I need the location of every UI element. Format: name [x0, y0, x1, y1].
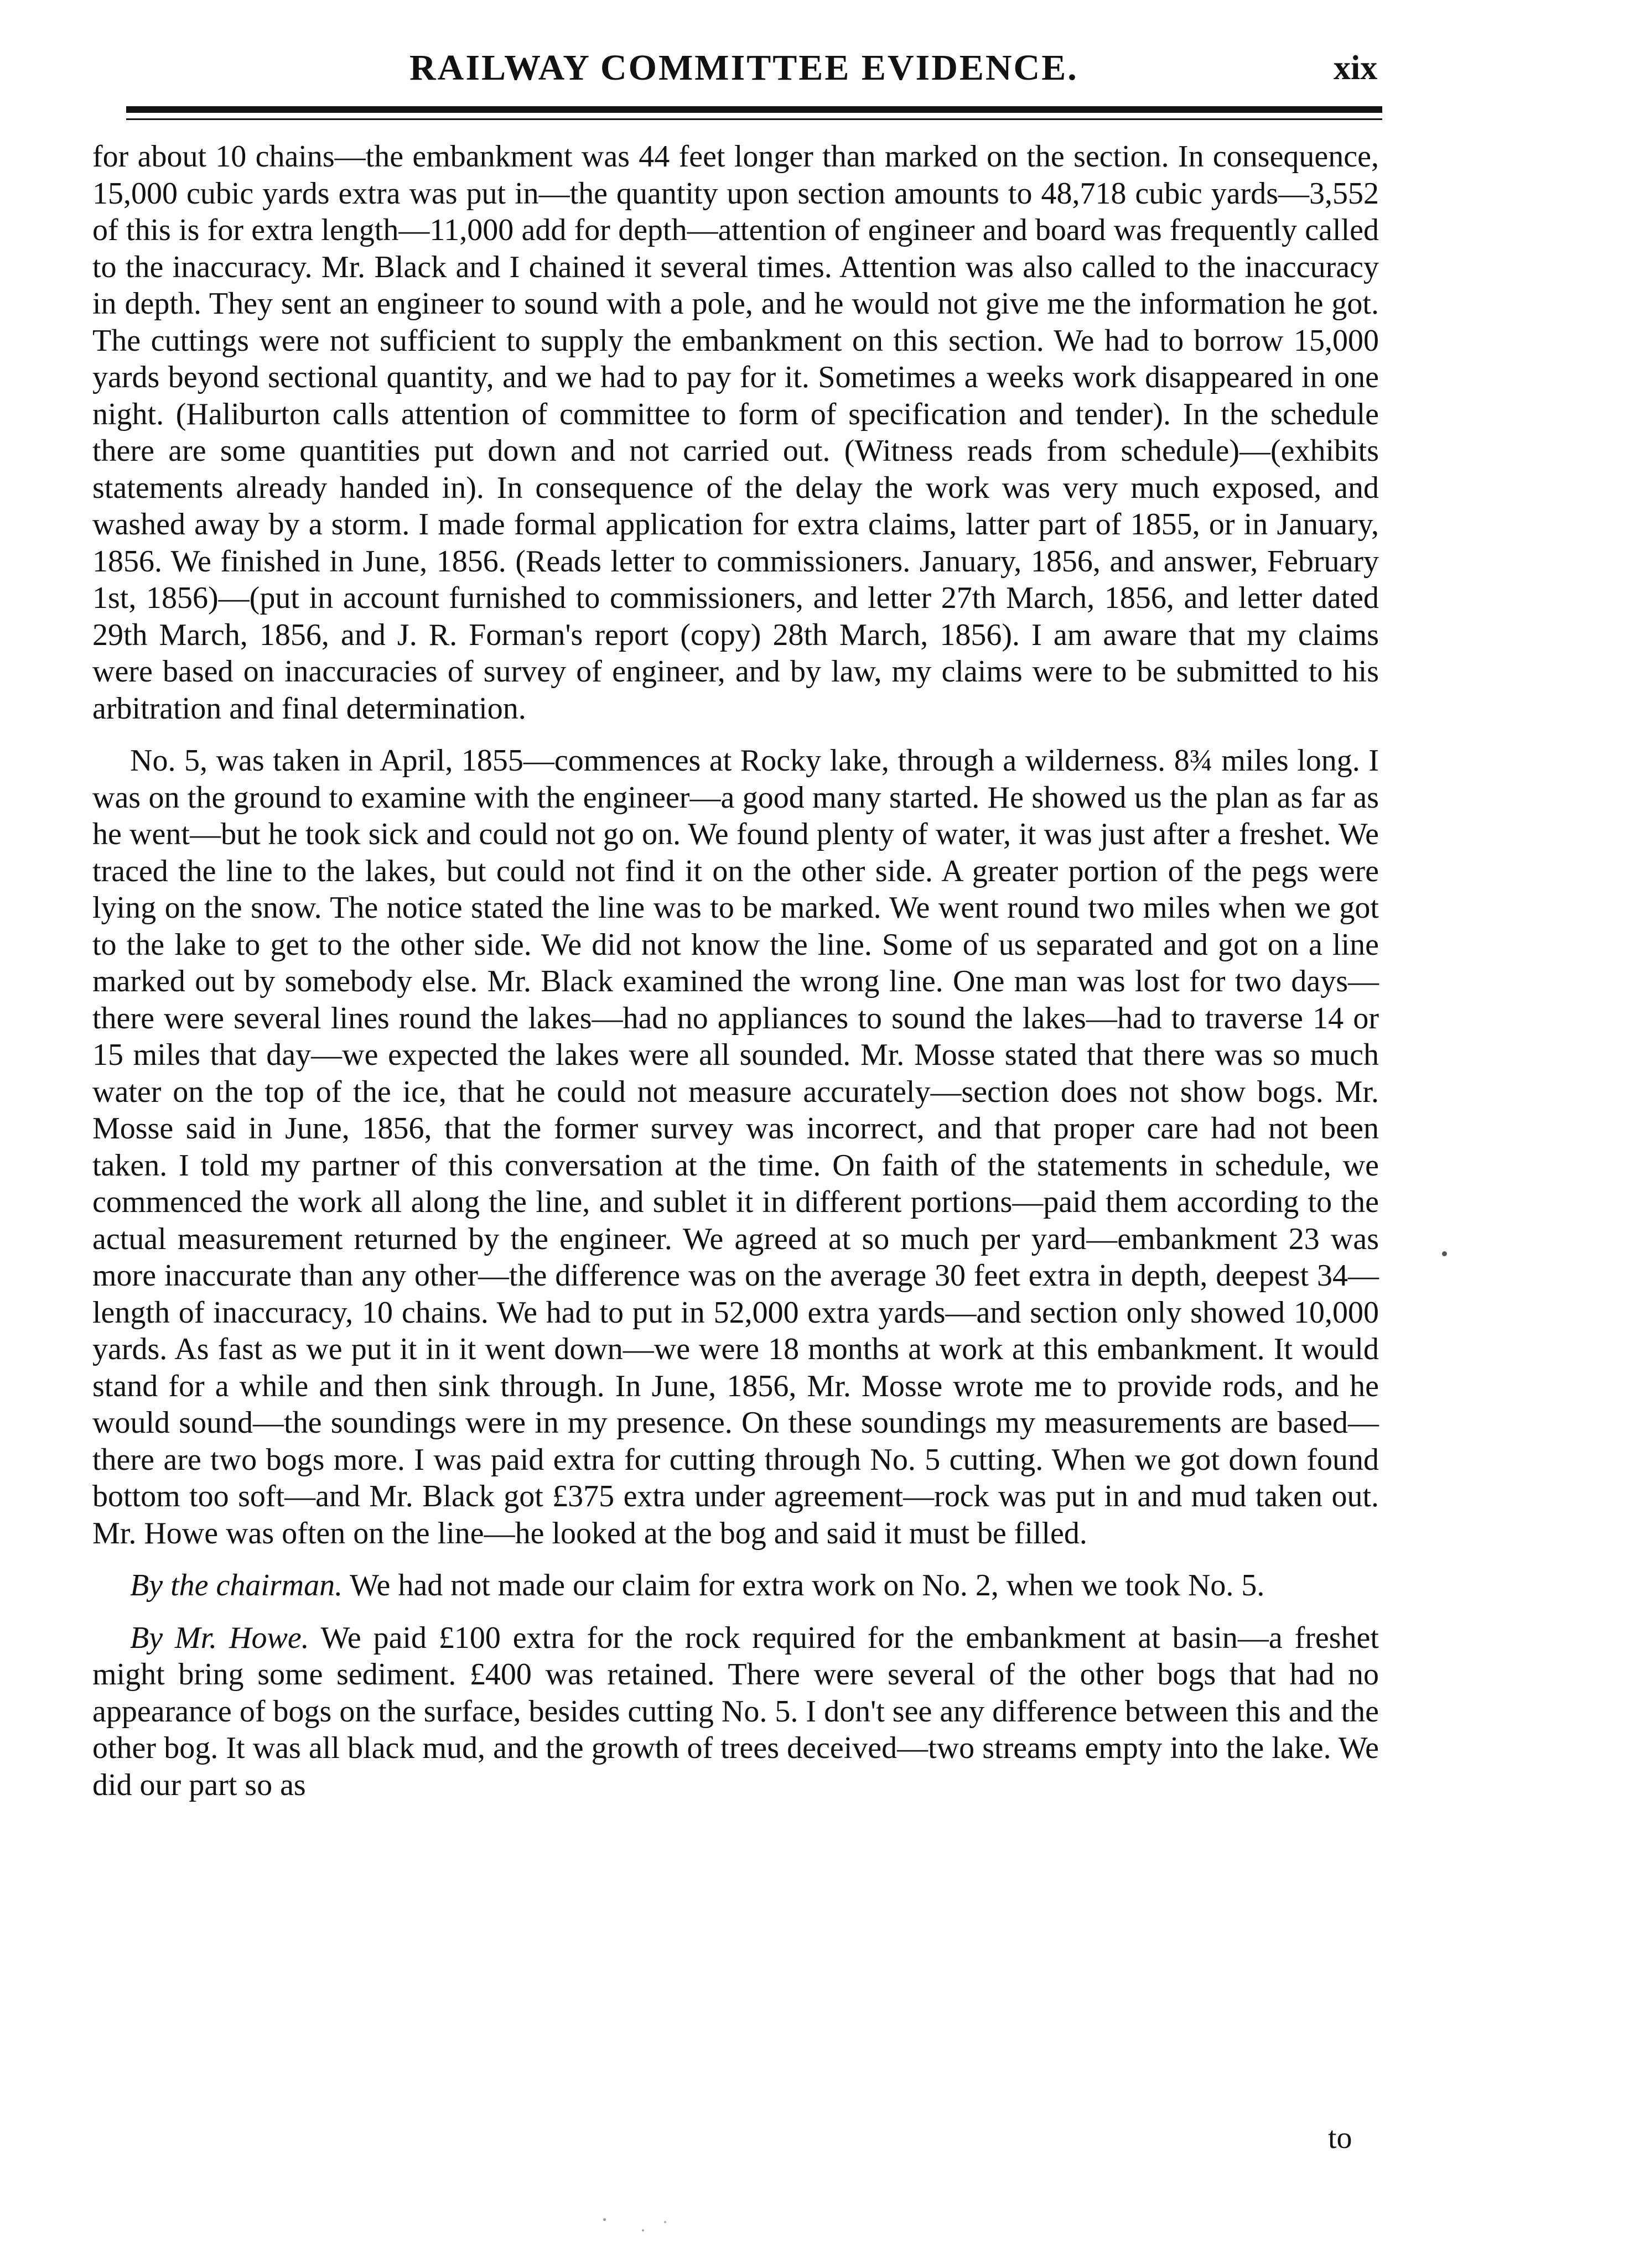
paragraph-chairman — [92, 1567, 1379, 1604]
running-title: RAILWAY COMMITTEE EVIDENCE. — [409, 48, 1078, 88]
speaker-label: By Mr. Howe. — [130, 1620, 309, 1655]
speaker-label: By the chairman. — [130, 1568, 343, 1603]
page-number: xix — [1334, 49, 1378, 87]
paragraph-mr-howe — [92, 1620, 1379, 1804]
ink-speck — [1442, 1251, 1447, 1256]
header-rule-thin — [126, 118, 1382, 120]
header-rule-thick — [126, 106, 1382, 113]
ink-speck — [603, 2218, 606, 2221]
paragraph-text: No. 5, was taken in April, 1855—commences at Rocky lake, through a wilderness. 8¾ miles long. I was on the ground to examine with the engineer—a good many started. He showed us the plan as far as he went—but he took sick and could not go on. We found plenty of water, it was just after a freshet. We traced the line to the lakes, but could not find it on the other side. A greater portion of the pegs were lying on the snow. The notice stated the line was to be marked. We went round two miles when we got to the lake to get to the other side. We did not know the line. Some of us separated and got on a line marked out by somebody else. Mr. Black examined the wrong line. One man was lost for two days—there were several lines round the lakes—had no appliances to sound the lakes—had to traverse 14 or 15 miles that day—we expected the lakes were all sounded. Mr. Mosse stated that there was so much water on the top of the ice, that he could not measure accurately—section does not show bogs. Mr. Mosse said in June, 1856, that the former survey was incorrect, and that proper care had not been taken. I told my partner of this conversation at the time. On faith of the statements in schedule, we commenced the work all along the line, and sublet it in different portions—paid them according to the actual measurement returned by the engineer. We agreed at so much per yard—embankment 23 was more inaccurate than any other—the difference was on the average 30 feet extra in depth, deepest 34—length of inaccuracy, 10 chains. We had to put in 52,000 extra yards—and section only showed 10,000 yards. As fast as we put it in it went down—we were 18 months at work at this embankment. It would stand for a while and then sink through. In June, 1856, Mr. Mosse wrote me to provide rods, and he would sound—the soundings were in my presence. On these soundings my measurements are based—there are two bogs more. I was paid extra for cutting through No. 5 cutting. When we got down found bottom too soft—and Mr. Black got £375 extra under agreement—rock was put in and mud taken out. Mr. Howe was often on the line—he looked at the bog and said it must be filled. — [92, 743, 1379, 1551]
paragraph-no5-testimony — [92, 742, 1379, 1552]
paragraph-text: for about 10 chains—the embankment was 44 feet longer than marked on the section. In consequence, 15,000 cubic yards extra was put in—the quantity upon section amounts to 48,718 cubic yards—3,552 of this is for extra length—11,000 add for depth—attention of engineer and board was frequently called to the inaccuracy. Mr. Black and I chained it several times. Attention was also called to the inaccuracy in depth. They sent an engineer to sound with a pole, and he would not give me the information he got. The cuttings were not sufficient to supply the embankment on this section. We had to borrow 15,000 yards beyond sectional quantity, and we had to pay for it. Sometimes a weeks work disappeared in one night. (Haliburton calls attention of committee to form of specification and tender). In the schedule there are some quantities put down and not carried out. (Witness reads from schedule)—(exhibits statements already handed in). In consequence of the delay the work was very much exposed, and washed away by a storm. I made formal application for extra claims, latter part of 1855, or in January, 1856. We finished in June, 1856. (Reads letter to commissioners. January, 1856, and answer, February 1st, 1856)—(put in account furnished to commissioners, and letter 27th March, 1856, and letter dated 29th March, 1856, and J. R. Forman's report (copy) 28th March, 1856). I am aware that my claims were based on inaccuracies of survey of engineer, and by law, my claims were to be submitted to his arbitration and final determination. — [92, 139, 1379, 726]
ink-speck — [664, 2221, 666, 2223]
paragraph-text: We paid £100 extra for the rock required for the embankment at basin—a freshet might bring some sediment. £400 was retained. There were several of the other bogs that had no appearance of bogs on the surface, besides cutting No. 5. I don't see any difference between this and the other bog. It was all black mud, and the growth of trees deceived—two streams empty into the lake. We did our part so as — [92, 1620, 1379, 1802]
body-text — [92, 138, 1379, 1819]
paragraph-text: We had not made our claim for extra work on No. 2, when we took No. 5. — [350, 1568, 1265, 1603]
running-head — [0, 43, 1634, 93]
ink-speck — [642, 2229, 644, 2231]
catchword: to — [1328, 2121, 1352, 2155]
paragraph-continuation — [92, 138, 1379, 727]
